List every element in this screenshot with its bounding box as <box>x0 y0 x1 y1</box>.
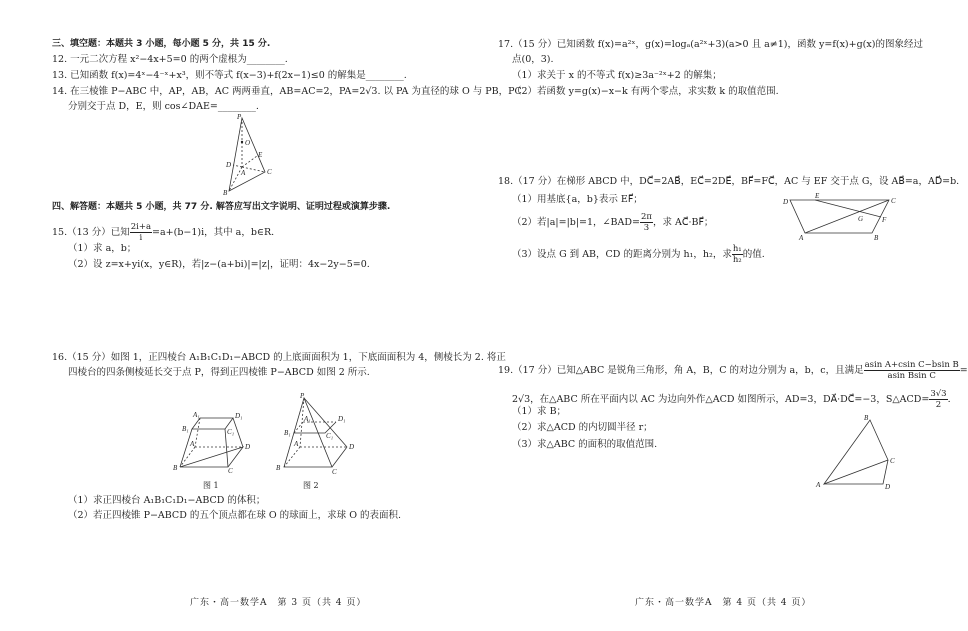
q18-2-denominator: 3 <box>643 223 650 233</box>
question-18-line1: 18.（17 分）在梯形 ABCD 中，DC⃗=2AB⃗，EC⃗=2DE⃗，BF⃗=FC⃗，AC 与 EF 交于点 G，设 AB⃗=a，AD⃗=b. <box>498 176 960 187</box>
label-B: B <box>276 464 281 472</box>
label-B1: B₁ <box>284 429 291 437</box>
question-12: 12. 一元二次方程 x²−4x+5=0 的两个虚根为________. <box>52 54 288 65</box>
label-A: A <box>294 440 299 448</box>
question-15-part2: （2）设 z=x+yi(x，y∈R)，若|z−(a+bi)|=|z|，证明：4x−2y−5=0. <box>68 259 370 270</box>
section-3-heading: 三、填空题：本题共 3 小题，每小题 5 分，共 15 分. <box>52 39 271 49</box>
label-D: D <box>783 198 789 206</box>
q19-area-fraction <box>929 389 947 410</box>
label-A1: A₁ <box>304 415 311 423</box>
label-D: D <box>245 443 251 451</box>
q19-area-denominator: 2 <box>935 400 942 410</box>
label-C: C <box>891 197 896 205</box>
question-19-line1 <box>498 360 968 381</box>
q19-line2-suffix: . <box>947 394 951 405</box>
q18-3-fraction <box>732 244 743 265</box>
question-18-part1: （1）用基底{a，b}表示 EF⃗； <box>512 194 643 205</box>
figure-1-frustum <box>173 411 258 475</box>
q18-3-denominator: h₂ <box>732 255 742 265</box>
q19-fraction <box>864 360 960 381</box>
question-17-part1: （1）求关于 x 的不等式 f(x)≥3a⁻²ˣ+2 的解集； <box>512 70 722 81</box>
label-A: A <box>799 234 804 242</box>
label-D1: D₁ <box>338 415 346 423</box>
question-15-part1: （1）求 a，b； <box>68 243 137 254</box>
q15-numerator: 2i+a <box>130 222 152 232</box>
label-A: A <box>190 440 195 448</box>
label-P: P <box>300 392 305 400</box>
q18-3-suffix: 的值. <box>742 249 765 260</box>
figure-q19-quadrilateral <box>816 414 900 491</box>
question-19-part3: （3）求△ABC 的面积的取值范围. <box>512 439 658 450</box>
figure-q18-trapezoid <box>783 192 896 242</box>
question-19-part1: （1）求 B； <box>512 406 567 417</box>
label-B: B <box>874 234 879 242</box>
q18-2-fraction <box>640 212 653 233</box>
q19-equals: = <box>959 365 968 376</box>
label-B: B <box>173 464 178 472</box>
label-F: F <box>882 216 887 224</box>
label-B: B <box>223 189 228 197</box>
label-E: E <box>258 151 263 159</box>
question-16-part2: （2）若正四棱锥 P−ABCD 的五个顶点都在球 O 的球面上，求球 O 的表面积. <box>68 510 402 521</box>
q15-denominator: i <box>139 233 143 243</box>
q19-denominator: asin Bsin C <box>887 371 936 381</box>
question-17-part2: （2）若函数 y=g(x)−x−k 有两个零点，求实数 k 的取值范围. <box>512 86 779 97</box>
question-16-line1: 16.（15 分）如图 1，正四棱台 A₁B₁C₁D₁−ABCD 的上底面面积为 1，下底面面积为 4，侧棱长为 2. 将正 <box>52 352 506 363</box>
q15-fraction <box>130 222 152 243</box>
q15-suffix: =a+(b−1)i，其中 a，b∈R. <box>152 227 275 238</box>
label-C: C <box>228 467 233 475</box>
footer-page-3: 广东・高一数学A 第 3 页（共 4 页） <box>190 598 367 608</box>
q19-numerator: asin A+csin C−bsin B <box>864 360 959 370</box>
q19-area-numerator: 3√3 <box>930 389 947 399</box>
question-17-line2: 点(0，3). <box>512 54 554 65</box>
label-A: A <box>816 481 821 489</box>
footer-page-4: 广东・高一数学A 第 4 页（共 4 页） <box>635 598 812 608</box>
figure-2-caption: 图 2 <box>303 481 319 490</box>
label-B1: B₁ <box>182 425 189 433</box>
label-D1: D₁ <box>235 412 243 420</box>
q18-3-prefix: （3）设点 G 到 AB，CD 的距离分别为 h₁，h₂，求 <box>512 249 732 260</box>
question-17-line1: 17.（15 分）已知函数 f(x)=a²ˣ，g(x)=logₐ(a²ˣ+3)(a>0 且 a≠1)，函数 y=f(x)+g(x)的图象经过 <box>498 39 923 50</box>
label-O: O <box>245 139 251 147</box>
label-G: G <box>858 215 864 223</box>
q19-line2-prefix: 2√3，在△ABC 所在平面内以 AC 为边向外作△ACD 如图所示，AD=3，DA⃗·DC⃗=−3，S△ACD= <box>512 394 930 405</box>
label-C: C <box>890 457 895 465</box>
label-D: D <box>226 161 232 169</box>
label-D: D <box>885 483 891 491</box>
question-16-part1: （1）求正四棱台 A₁B₁C₁D₁−ABCD 的体积； <box>68 495 266 506</box>
label-C1: C₁ <box>326 432 334 440</box>
label-B: B <box>864 414 869 422</box>
label-A: A <box>241 169 246 177</box>
label-A1: A₁ <box>193 411 200 419</box>
figure-2-pyramid <box>276 392 360 476</box>
label-C: C <box>267 168 272 176</box>
question-14-line2: 分别交于点 D，E，则 cos∠DAE=________. <box>68 101 259 112</box>
q18-2-numerator: 2π <box>640 212 652 222</box>
label-D: D <box>349 443 355 451</box>
section-4-heading: 四、解答题：本题共 5 小题，共 77 分. 解答应写出文字说明、证明过程或演算步骤. <box>52 202 391 212</box>
q19-prefix: 19.（17 分）已知△ABC 是锐角三角形，角 A，B，C 的对边分别为 a，b，c，且满足 <box>498 365 864 376</box>
q18-2-prefix: （2）若|a|=|b|=1，∠BAD= <box>512 217 640 228</box>
label-C1: C₁ <box>227 428 235 436</box>
question-18-part3 <box>512 244 765 265</box>
label-C: C <box>332 468 337 476</box>
question-19-part2: （2）求△ACD 的内切圆半径 r； <box>512 422 653 433</box>
figure-q14-tetrahedron <box>225 115 295 195</box>
question-14-line1: 14. 在三棱锥 P−ABC 中，AP，AB，AC 两两垂直，AB=AC=2，PA=2√3. 以 PA 为直径的球 O 与 PB，PC <box>52 86 522 97</box>
question-16-line2: 四棱台的四条侧棱延长交于点 P，得到正四棱锥 P−ABCD 如图 2 所示. <box>68 367 370 378</box>
q18-3-numerator: h₁ <box>732 244 742 254</box>
question-13: 13. 已知函数 f(x)=4ˣ−4⁻ˣ+x³，则不等式 f(x−3)+f(2x−1)≤0 的解集是________. <box>52 70 407 81</box>
question-19-line2 <box>512 389 951 410</box>
question-15 <box>52 222 274 243</box>
q18-2-suffix: ，求 AC⃗·BF⃗； <box>652 217 714 228</box>
q15-prefix: 15.（13 分）已知 <box>52 227 130 238</box>
question-18-part2 <box>512 212 713 233</box>
label-E: E <box>815 192 820 200</box>
label-P: P <box>237 113 242 121</box>
figure-1-caption: 图 1 <box>203 481 219 490</box>
